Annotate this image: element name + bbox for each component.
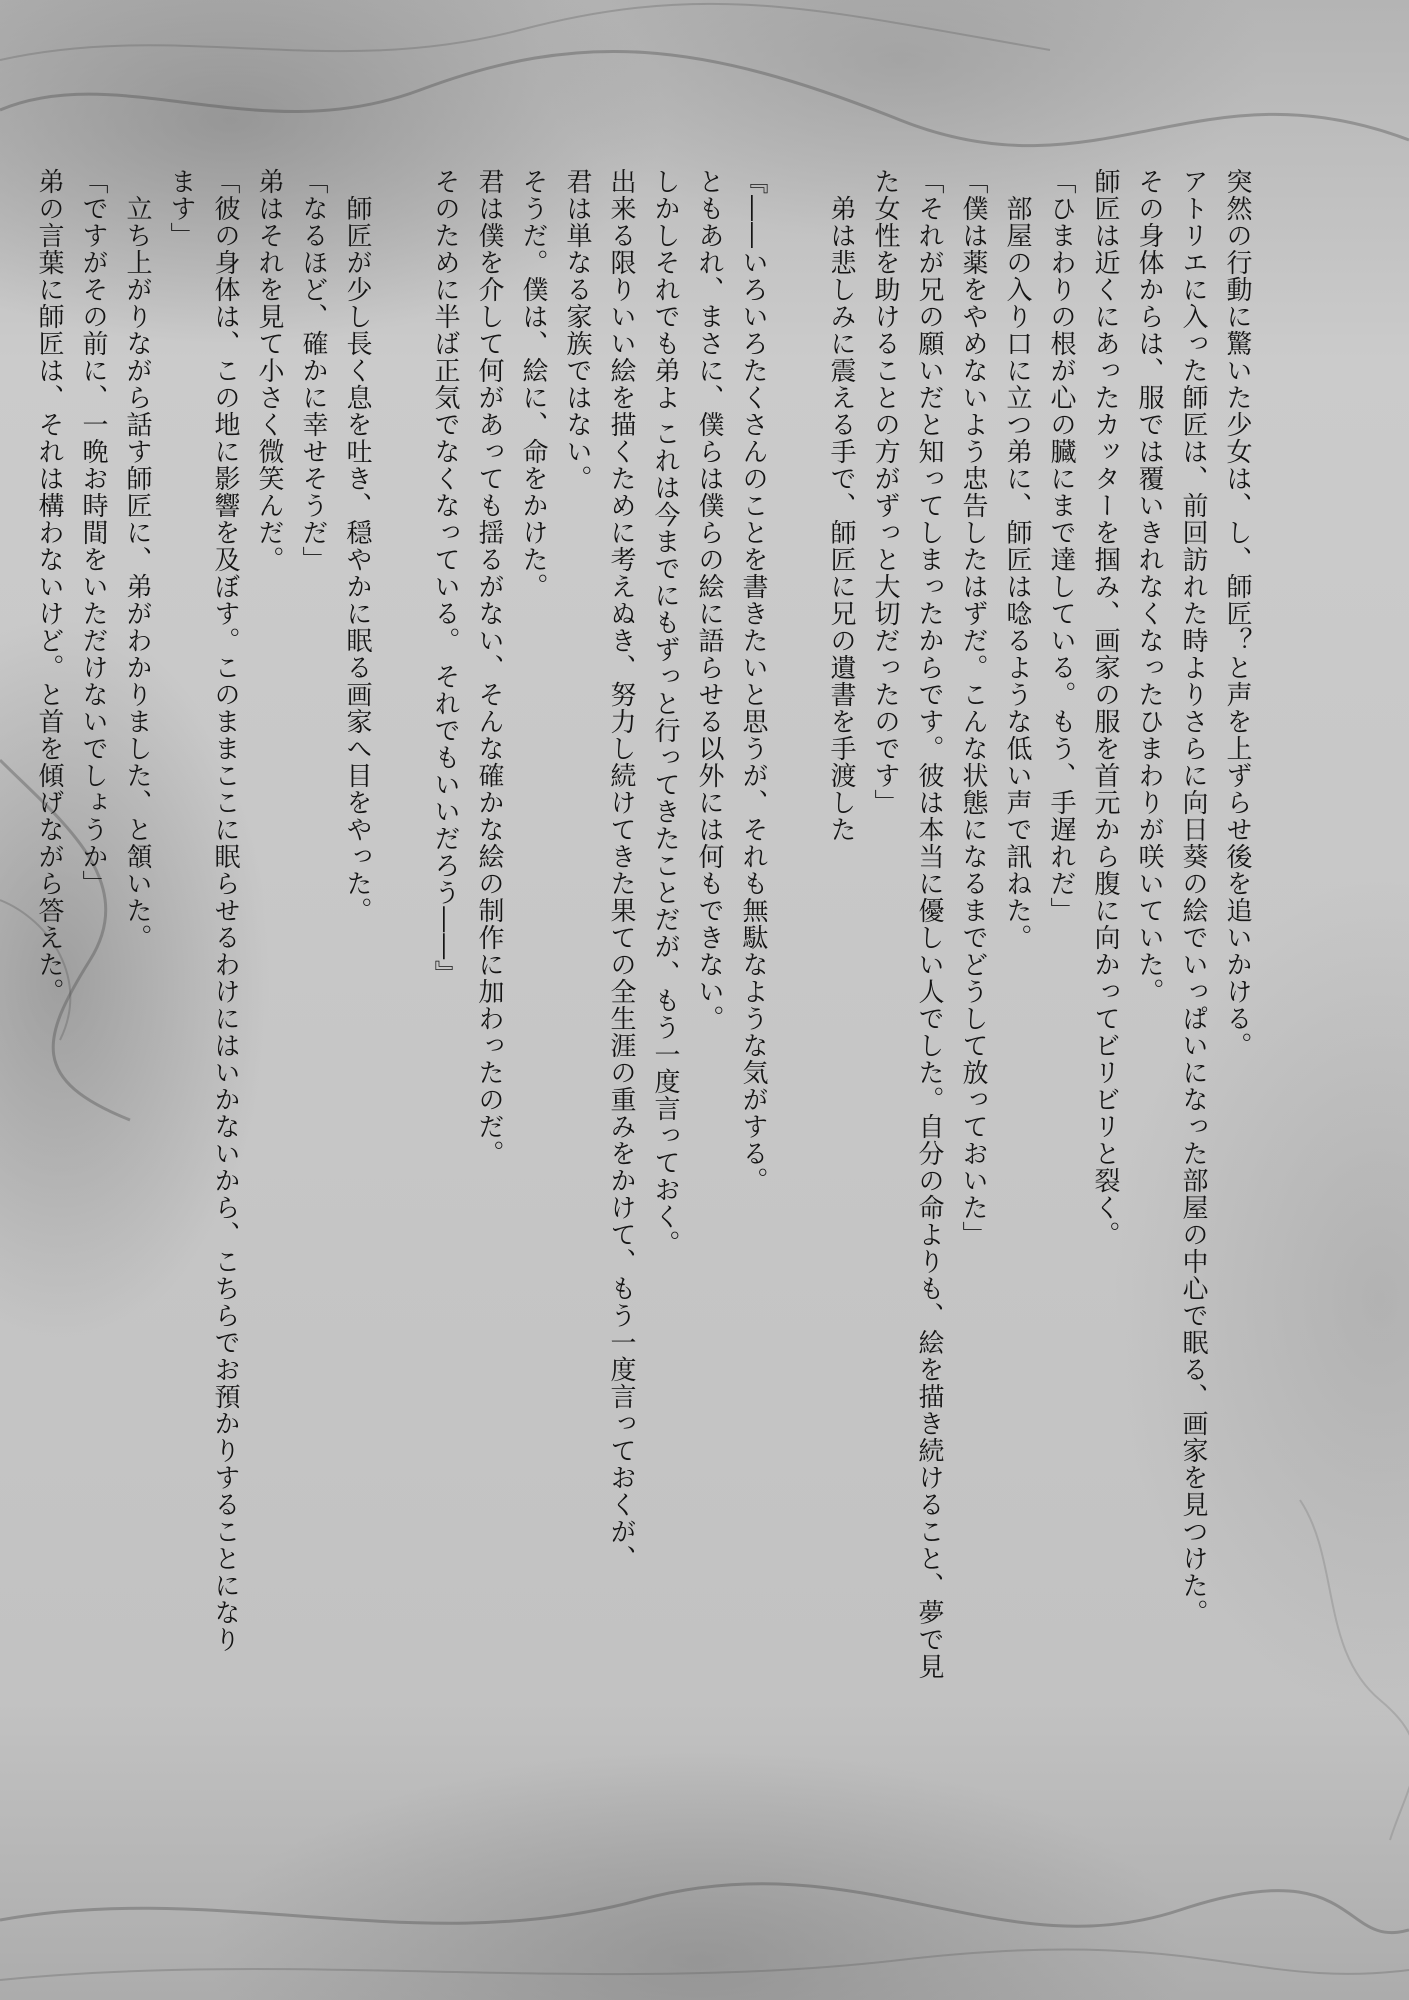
text-line: 弟はそれを見て小さく微笑んだ。 [254,168,284,573]
vertical-text-body [27,168,1259,1848]
text-line: 「ですがその前に、一晩お時間をいただけないでしょうか」 [78,168,108,897]
text-line: 「なるほど、確かに幸せそうだ」 [298,168,328,573]
text-line: 突然の行動に驚いた少女は、し、師匠？と声を上ずらせ後を追いかける。 [1222,168,1252,1059]
text-line: 部屋の入り口に立つ弟に、師匠は唸るような低い声で訊ねた。 [1002,168,1032,951]
paragraph-spacer [379,168,423,1848]
text-line: 「ひまわりの根が心の臓にまで達している。もう、手遅れだ」 [1046,168,1076,924]
text-line: 「僕は薬をやめないよう忠告したはずだ。こんな状態になるまでどうして放っておいた」 [958,168,988,1248]
text-line: 弟の言葉に師匠は、それは構わないけど。と首を傾げながら答えた。 [34,168,64,1005]
letter-line: 『――いろいろたくさんのことを書きたいと思うが、それも無駄なような気がする。 [738,168,768,1194]
letter-line: そうだ。僕は、絵に、命をかけた。 [518,168,548,600]
paragraph-spacer [775,168,819,1848]
letter-line: 君は僕を介して何があっても揺るがない、そんな確かな絵の制作に加わったのだ。 [474,168,504,1167]
text-line: 師匠が少し長く息を吐き、穏やかに眠る画家へ目をやった。 [342,168,372,924]
text-line: 師匠は近くにあったカッターを掴み、画家の服を首元から腹に向かってビリビリと裂く。 [1090,168,1120,1248]
letter-line: しかしそれでも弟よ これは今までにもずっと行ってきたことだが、もう一度言っておく。 [650,168,680,1258]
text-line: 弟は悲しみに震える手で、師匠に兄の遺書を手渡した [826,168,856,843]
letter-line: 出来る限りいい絵を描くために考えぬき、努力し続けてきた果ての全生涯の重みをかけて、もう一度言っておくが、 [606,168,636,1572]
letter-line: 君は単なる家族ではない。 [562,168,592,492]
text-line: ます」 [166,168,196,249]
text-line: 立ち上がりながら話す師匠に、弟がわかりました、と頷いた。 [122,168,152,951]
letter-line: ともあれ、まさに、僕らは僕らの絵に語らせる以外には何もできない。 [694,168,724,1032]
text-line: 「彼の身体は、この地に影響を及ぼす。このままここに眠らせるわけにはいかないから、こちらでお預かりすることになり [210,168,240,1653]
letter-line: そのために半ば正気でなくなっている。 それでもいいだろう――』 [430,168,460,988]
text-line: アトリエに入った師匠は、前回訪れた時よりさらに向日葵の絵でいっぱいになった部屋の中心で眠る、画家を見つけた。 [1178,168,1208,1626]
text-line: その身体からは、服では覆いきれなくなったひまわりが咲いていた。 [1134,168,1164,1005]
text-line: た女性を助けることの方がずっと大切だったのです」 [870,168,900,816]
text-line: 「それが兄の願いだと知ってしまったからです。彼は本当に優しい人でした。自分の命よりも、絵を描き続けること、夢で見 [914,168,944,1680]
